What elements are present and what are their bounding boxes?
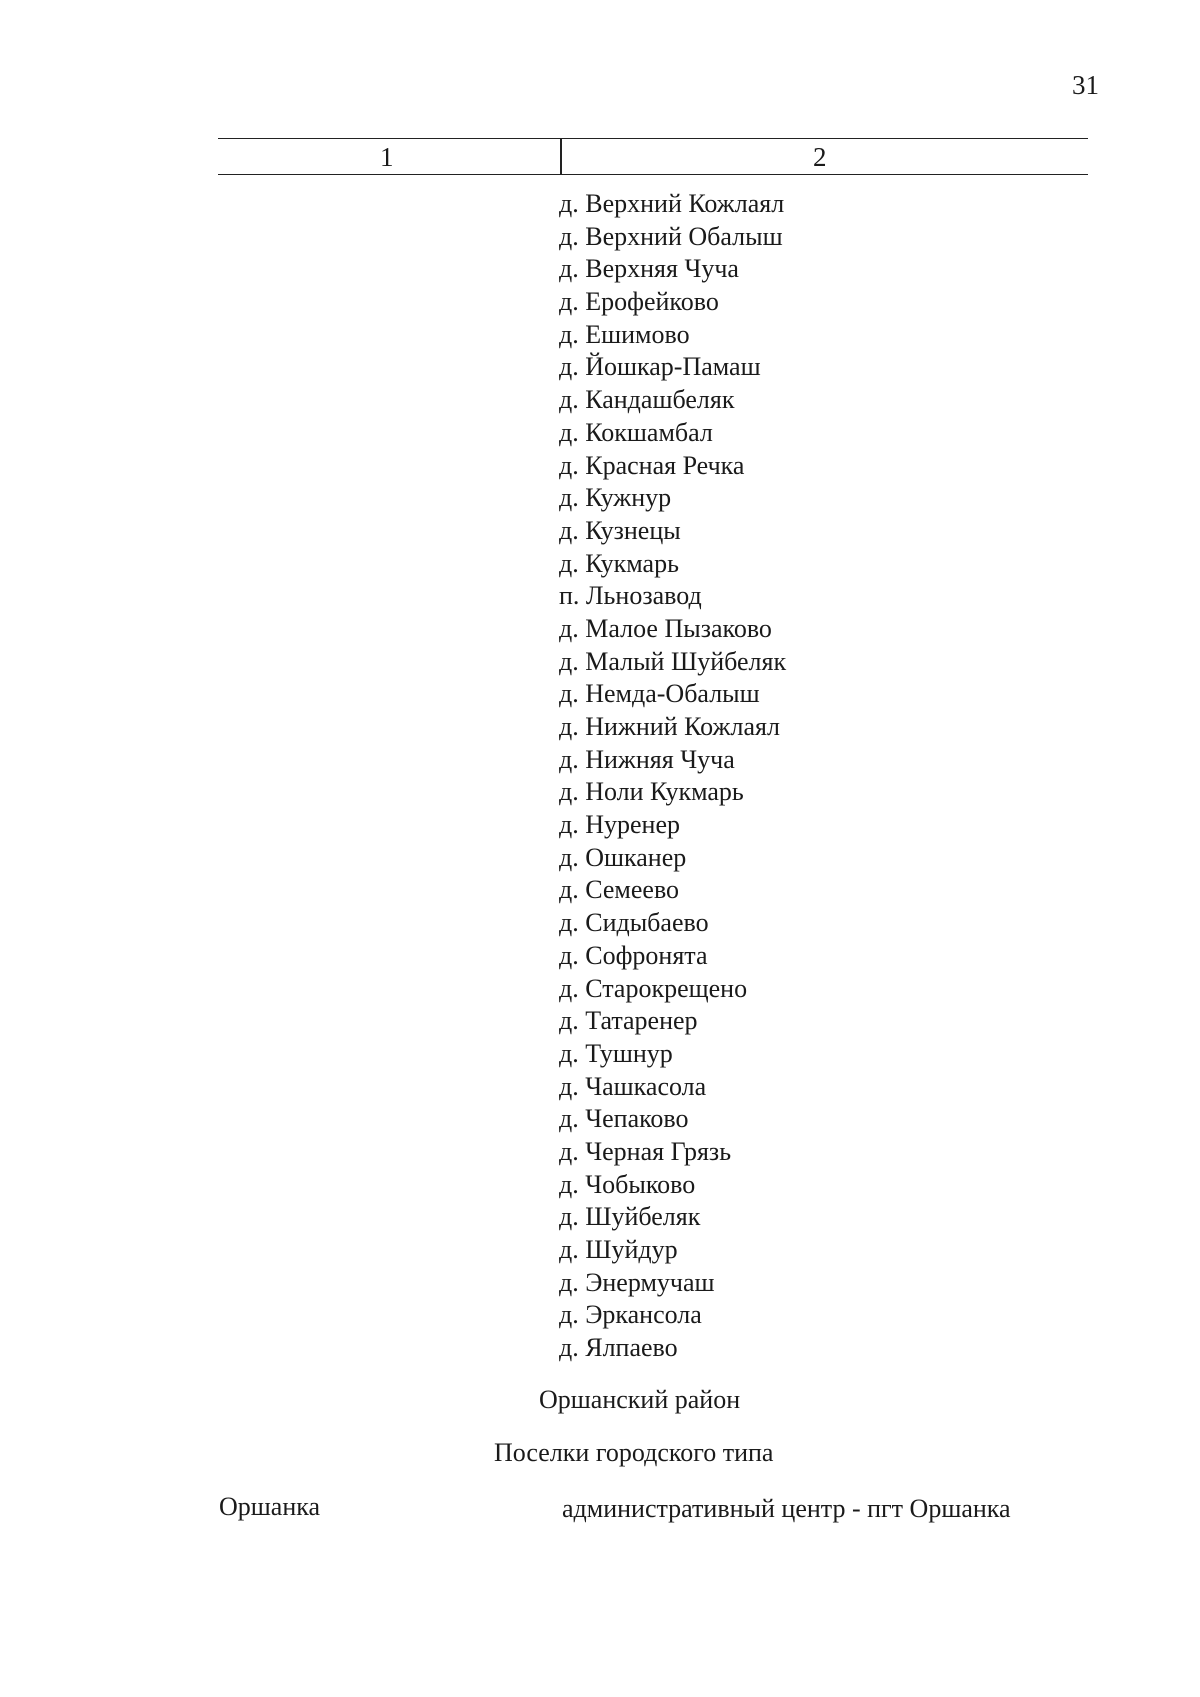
list-item: д. Ешимово — [559, 319, 690, 349]
list-item: д. Малое Пызаково — [559, 613, 772, 643]
list-item: д. Чобыково — [559, 1169, 696, 1199]
list-item: д. Йошкар-Памаш — [559, 352, 761, 382]
list-item: д. Нуренер — [559, 810, 680, 840]
table-header — [218, 138, 1088, 175]
district-heading: Оршанский район — [539, 1385, 741, 1414]
list-item: д. Верхняя Чуча — [559, 254, 739, 284]
list-item: д. Кокшамбал — [559, 417, 713, 447]
list-item: д. Ялпаево — [559, 1333, 678, 1363]
list-item: д. Нижний Кожлаял — [559, 712, 780, 741]
list-item: д. Энермучаш — [559, 1267, 715, 1297]
list-item: д. Малый Шуйбеляк — [559, 646, 787, 676]
column-header-2: 2 — [813, 142, 827, 172]
page-number: 31 — [1072, 70, 1099, 100]
settlement-name: Оршанка — [219, 1492, 321, 1521]
list-item: п. Льнозавод — [559, 581, 702, 611]
list-item: д. Шуйдур — [559, 1235, 678, 1264]
list-item: д. Кукмарь — [559, 548, 679, 578]
list-item: д. Софронята — [559, 940, 708, 970]
list-item: д. Кужнур — [559, 483, 672, 513]
list-item: д. Татаренер — [559, 1006, 698, 1036]
list-item: д. Тушнур — [559, 1038, 673, 1068]
settlement-list — [559, 188, 786, 1365]
list-item: д. Красная Речка — [559, 450, 745, 480]
list-item: д. Верхний Обалыш — [559, 221, 783, 251]
list-item: д. Семеево — [559, 875, 680, 905]
list-item: д. Черная Грязь — [559, 1136, 732, 1166]
list-item: д. Старокрещено — [559, 973, 748, 1003]
column-header-1: 1 — [380, 142, 394, 172]
list-item: д. Сидыбаево — [559, 908, 709, 938]
list-item: д. Немда-Обалыш — [559, 679, 760, 709]
list-item: д. Верхний Кожлаял — [559, 189, 785, 218]
list-item: д. Эркансола — [559, 1300, 702, 1330]
list-item: д. Ошканер — [559, 842, 687, 872]
list-item: д. Кузнецы — [559, 515, 681, 545]
list-item: д. Шуйбеляк — [559, 1202, 701, 1232]
list-item: д. Чепаково — [559, 1104, 689, 1134]
settlement-description: административный центр - пгт Оршанка — [562, 1494, 1011, 1523]
column-divider — [560, 139, 562, 174]
list-item: д. Ерофейково — [559, 287, 719, 317]
list-item: д. Кандашбеляк — [559, 385, 735, 415]
section-heading: Поселки городского типа — [494, 1438, 774, 1467]
list-item: д. Нижняя Чуча — [559, 744, 735, 774]
list-item: д. Ноли Кукмарь — [559, 777, 744, 807]
list-item: д. Чашкасола — [559, 1071, 707, 1101]
